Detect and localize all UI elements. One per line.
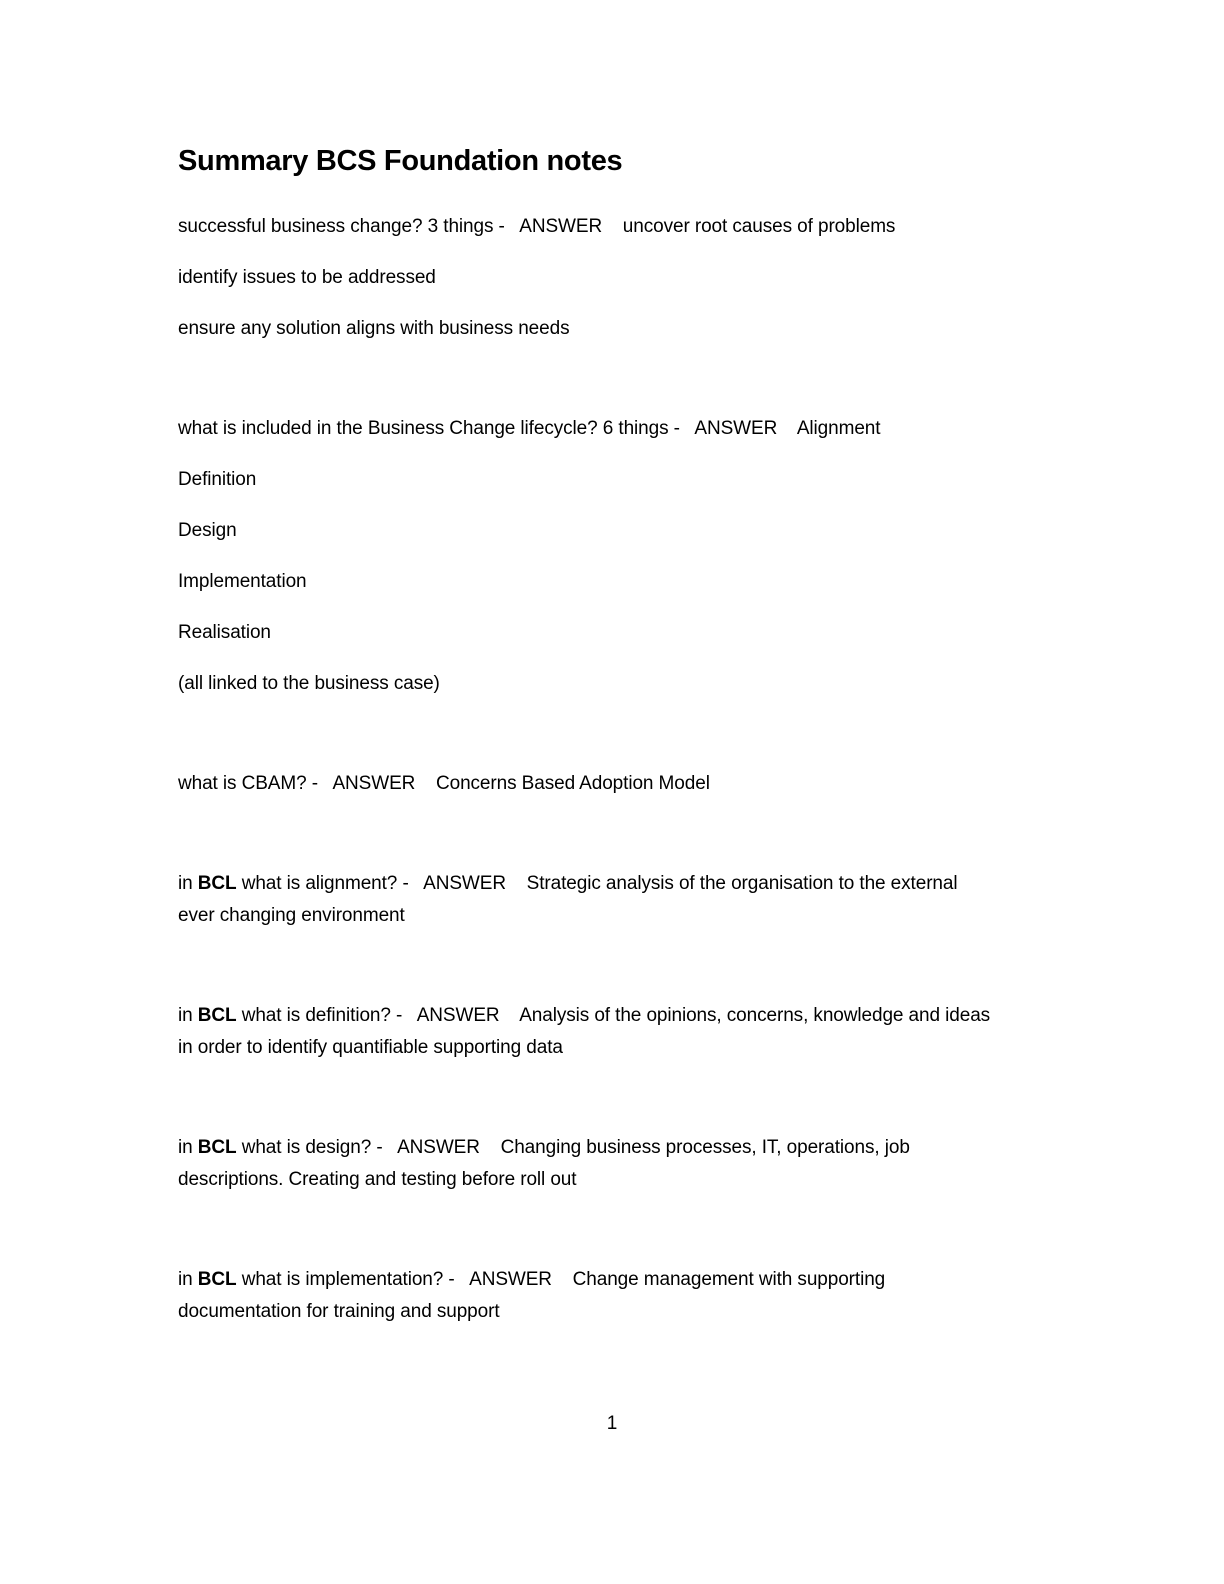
paragraph xyxy=(178,262,1058,294)
paragraph-line xyxy=(178,668,1058,700)
blank-paragraph xyxy=(178,1215,1058,1245)
text-run: ensure any solution aligns with business needs xyxy=(178,318,570,339)
document-body xyxy=(178,211,1058,1328)
blank-paragraph xyxy=(178,951,1058,981)
paragraph xyxy=(178,566,1058,598)
text-run: Design xyxy=(178,520,237,541)
paragraph xyxy=(178,868,1058,932)
blank-paragraph xyxy=(178,719,1058,749)
text-run: Implementation xyxy=(178,571,307,592)
text-run: ever changing environment xyxy=(178,905,405,926)
text-run: what is included in the Business Change lifecycle? 6 things - ANSWER Alignment xyxy=(178,418,881,439)
page-number: 1 xyxy=(606,1413,618,1434)
paragraph-line xyxy=(178,262,1058,294)
blank-paragraph xyxy=(178,1083,1058,1113)
bold-text-run: BCL xyxy=(197,1137,237,1158)
paragraph xyxy=(178,313,1058,345)
paragraph-line xyxy=(178,900,1058,932)
paragraph xyxy=(178,768,1058,800)
text-run: what is design? - ANSWER Changing business processes, IT, operations, job xyxy=(236,1137,910,1158)
paragraph-line xyxy=(178,313,1058,345)
text-run: descriptions. Creating and testing before roll out xyxy=(178,1169,577,1190)
text-run: what is definition? - ANSWER Analysis of the opinions, concerns, knowledge and ideas xyxy=(236,1005,991,1026)
text-run: Realisation xyxy=(178,622,271,643)
paragraph xyxy=(178,464,1058,496)
bold-text-run: BCL xyxy=(197,1005,237,1026)
text-run: identify issues to be addressed xyxy=(178,267,436,288)
paragraph-line xyxy=(178,1164,1058,1196)
paragraph-line xyxy=(178,211,1058,243)
paragraph xyxy=(178,413,1058,445)
bold-text-run: BCL xyxy=(197,1269,237,1290)
blank-paragraph xyxy=(178,819,1058,849)
paragraph-line xyxy=(178,566,1058,598)
text-run: what is alignment? - ANSWER Strategic analysis of the organisation to the external xyxy=(236,873,958,894)
paragraph-line xyxy=(178,413,1058,445)
paragraph xyxy=(178,211,1058,243)
blank-paragraph xyxy=(178,364,1058,394)
paragraph-line xyxy=(178,617,1058,649)
paragraph-line xyxy=(178,515,1058,547)
text-run: Definition xyxy=(178,469,257,490)
page-content xyxy=(178,143,1058,1347)
text-run: successful business change? 3 things - ANSWER uncover root causes of problems xyxy=(178,216,896,237)
text-run: what is implementation? - ANSWER Change management with supporting xyxy=(236,1269,886,1290)
text-run: documentation for training and support xyxy=(178,1301,500,1322)
text-run: what is CBAM? - ANSWER Concerns Based Adoption Model xyxy=(178,773,710,794)
text-run: (all linked to the business case) xyxy=(178,673,440,694)
paragraph-line xyxy=(178,1032,1058,1064)
text-run: in order to identify quantifiable supporting data xyxy=(178,1037,563,1058)
paragraph xyxy=(178,617,1058,649)
paragraph xyxy=(178,1000,1058,1064)
text-run: in xyxy=(178,1269,198,1290)
paragraph-line xyxy=(178,868,1058,900)
paragraph xyxy=(178,515,1058,547)
text-run: in xyxy=(178,1137,198,1158)
paragraph-line xyxy=(178,1296,1058,1328)
document-title: Summary BCS Foundation notes xyxy=(178,145,623,177)
paragraph xyxy=(178,668,1058,700)
paragraph-line xyxy=(178,1264,1058,1296)
paragraph xyxy=(178,1132,1058,1196)
text-run: in xyxy=(178,1005,198,1026)
paragraph-line xyxy=(178,1132,1058,1164)
paragraph-line xyxy=(178,768,1058,800)
paragraph xyxy=(178,1264,1058,1328)
text-run: in xyxy=(178,873,198,894)
paragraph-line xyxy=(178,1000,1058,1032)
paragraph-line xyxy=(178,464,1058,496)
bold-text-run: BCL xyxy=(197,873,237,894)
